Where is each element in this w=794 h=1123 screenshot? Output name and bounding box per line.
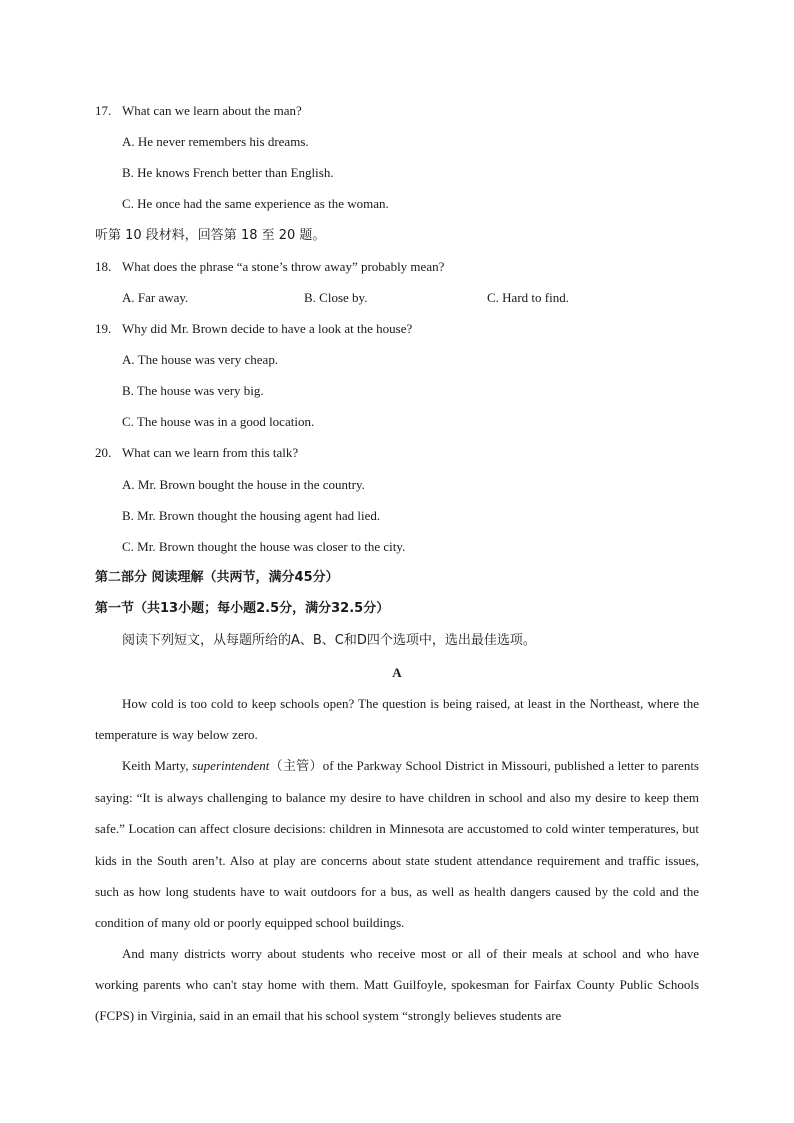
answer-option: A. Mr. Brown bought the house in the country. — [122, 477, 365, 492]
paragraph-text: Keith Marty, — [122, 758, 193, 773]
paragraph-text: of the Parkway School District in Missouri, published a letter to parents saying: “It is always challenging to balance my desire to have children in school and also my desire to keep them safe.” Location can affect closure decisions: children in Minnesota are accustomed to cold winter temperatures, but kids in the South aren’t. Also at play are concerns about state student attendance requirement and traffic issues, such as how long students have to wait outdoors for a bus, as well as health dangers caused by the cold and the condition of many old or poorly equipped school buildings. — [95, 758, 699, 931]
answer-option: B. He knows French better than English. — [122, 165, 334, 180]
passage-paragraph — [95, 938, 699, 1032]
answer-option: A. The house was very cheap. — [122, 352, 279, 367]
question-number: 20. — [95, 445, 112, 460]
answer-option: C. The house was in a good location. — [122, 414, 315, 429]
answer-option: C. Mr. Brown thought the house was closer to the city. — [122, 539, 406, 554]
answer-option: C. Hard to find. — [487, 290, 569, 305]
answer-option: B. Mr. Brown thought the housing agent had lied. — [122, 508, 381, 523]
question-number: 17. — [95, 103, 112, 118]
question-text: What does the phrase “a stone’s throw away” probably mean? — [122, 259, 445, 274]
question-text: What can we learn about the man? — [122, 103, 302, 118]
answer-option: A. He never remembers his dreams. — [122, 134, 309, 149]
passage-paragraph — [95, 688, 699, 750]
glossed-term: superintendent — [192, 758, 270, 773]
answer-option: B. The house was very big. — [122, 383, 264, 398]
answer-option: B. Close by. — [304, 290, 368, 305]
passage-title: A — [392, 665, 402, 680]
paragraph-text: And many districts worry about students who receive most or all of their meals at school and who have working parents who can't stay home with them. Matt Guilfoyle, spokesman for Fairfax County Public Schools (FCPS) in Virginia, said in an email that his school system “strongly believes students are — [95, 946, 699, 1024]
part-heading: 第二部分 阅读理解（共两节，满分45分） — [95, 570, 339, 585]
question-text: What can we learn from this talk? — [122, 445, 299, 460]
term-gloss: （主管） — [269, 759, 323, 774]
question-text: Why did Mr. Brown decide to have a look at the house? — [122, 321, 413, 336]
section-heading: 第一节（共13小题；每小题2.5分，满分32.5分） — [95, 601, 390, 616]
question-number: 19. — [95, 321, 112, 336]
question-number: 18. — [95, 259, 112, 274]
passage-paragraph — [95, 750, 699, 938]
reading-instruction: 阅读下列短文，从每题所给的A、B、C和D四个选项中，选出最佳选项。 — [122, 633, 536, 648]
listening-instruction: 听第 10 段材料，回答第 18 至 20 题。 — [95, 228, 326, 243]
answer-option: C. He once had the same experience as the woman. — [122, 196, 389, 211]
paragraph-text: How cold is too cold to keep schools open? The question is being raised, at least in the Northeast, where the temperature is way below zero. — [95, 696, 699, 743]
answer-option: A. Far away. — [122, 290, 189, 305]
